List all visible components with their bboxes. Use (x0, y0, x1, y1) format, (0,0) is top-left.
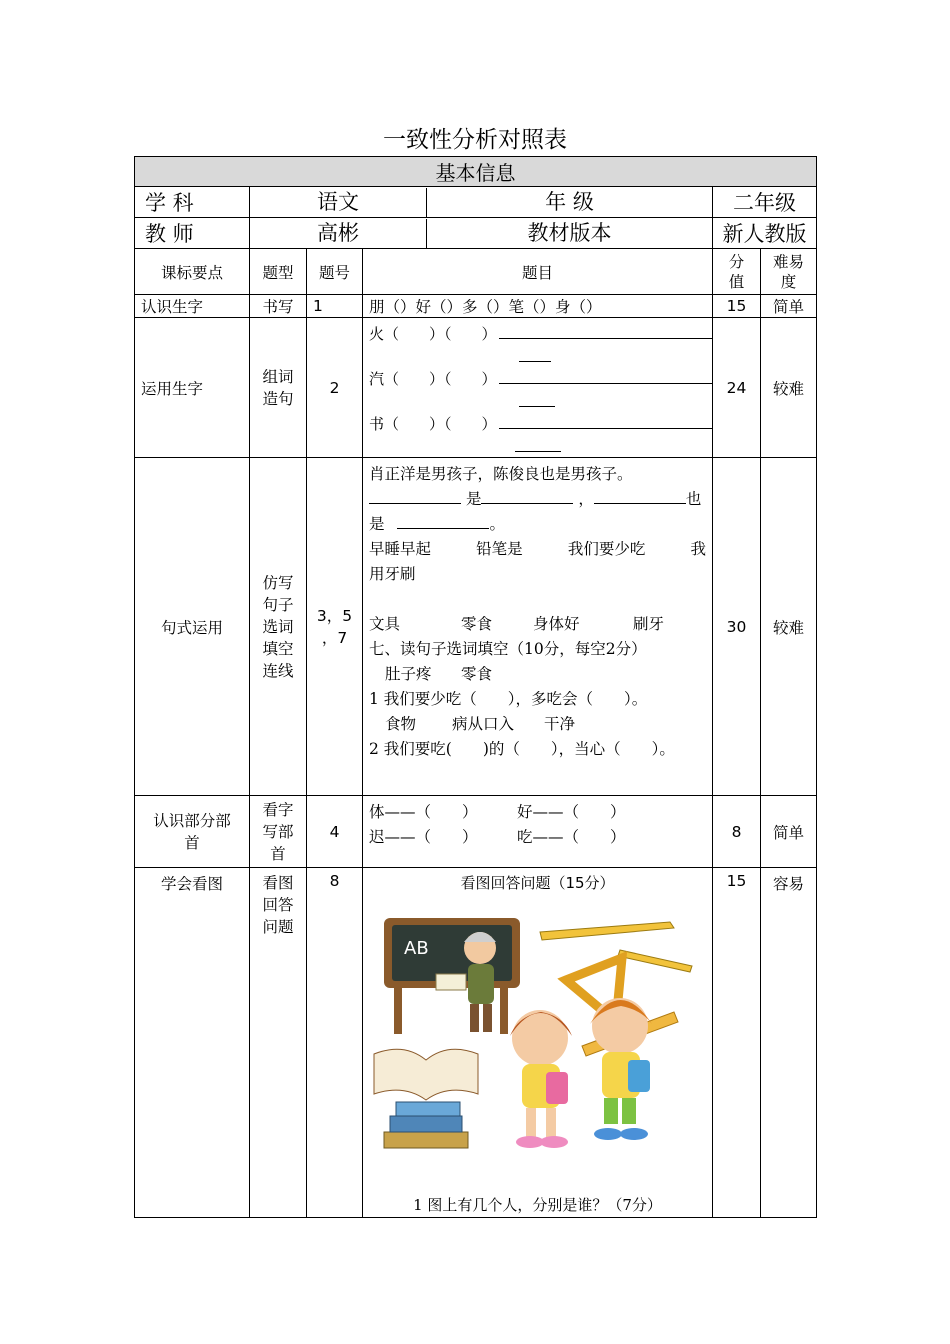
row2-difficulty: 较难 (761, 318, 817, 458)
q2-item-steam: 汽（ ）（ ） (369, 370, 497, 388)
row2-standard: 运用生字 (135, 318, 250, 458)
col-score: 分 值 (713, 249, 761, 295)
row5-type: 看图 回答 问题 (250, 868, 307, 1218)
row2-type: 组词 造句 (250, 318, 307, 458)
table-row (135, 796, 817, 868)
analysis-table (134, 156, 817, 1218)
textbook-value: 新人教版 (713, 218, 817, 249)
q2-item-fire: 火（ ）（ ） (369, 325, 497, 343)
row2-score: 24 (713, 318, 761, 458)
teacher-value: 高彬 (250, 219, 427, 248)
q2-item-book: 书（ ）（ ） (369, 415, 497, 433)
girl-student-icon (510, 1010, 572, 1148)
row4-standard: 认识部分部 首 (135, 796, 250, 868)
open-book-icon (374, 1049, 478, 1100)
textbook-label: 教材版本 (527, 220, 612, 245)
row3-score: 30 (713, 458, 761, 796)
book-stack-icon (384, 1102, 468, 1148)
row2-question (363, 318, 713, 458)
row4-difficulty: 简单 (761, 796, 817, 868)
row4-type: 看字 写部 首 (250, 796, 307, 868)
q8-question: 1 图上有几个人，分别是谁？（7分） (413, 1196, 662, 1214)
row4-number: 4 (307, 796, 363, 868)
table-row (135, 318, 817, 458)
page-title: 一致性分析对照表 (383, 127, 567, 153)
row5-standard: 学会看图 (135, 868, 250, 1218)
row5-number: 8 (307, 868, 363, 1218)
table-row (135, 458, 817, 796)
row5-score: 15 (713, 868, 761, 1218)
row5-difficulty: 容易 (761, 868, 817, 1218)
row3-standard: 句式运用 (135, 458, 250, 796)
col-question: 题目 (363, 249, 713, 295)
column-header-row (135, 249, 817, 295)
table-row (135, 868, 817, 1218)
info-row-teacher (135, 218, 817, 249)
boy-student-icon (590, 998, 652, 1140)
q8-title: 看图回答问题（15分） (460, 874, 615, 892)
row1-question: 朋（）好（）多（）笔（）身（） (363, 295, 713, 318)
row1-type: 书写 (250, 295, 307, 318)
row3-type: 仿写 句子 选词 填空 连线 (250, 458, 307, 796)
grade-value: 二年级 (713, 187, 817, 218)
row4-question: 体——（ ） 好——（ ） 迟——（ ） 吃——（ ） (363, 796, 713, 868)
teacher-label: 教 师 (135, 218, 250, 249)
row3-number: 3，5 ，7 (307, 458, 363, 796)
grade-label: 年 级 (545, 189, 594, 214)
row2-number: 2 (307, 318, 363, 458)
row4-score: 8 (713, 796, 761, 868)
col-standard: 课标要点 (135, 249, 250, 295)
row1-number: 1 (307, 295, 363, 318)
subject-value: 语文 (250, 188, 427, 217)
info-row-subject (135, 187, 817, 218)
row3-difficulty: 较难 (761, 458, 817, 796)
col-number: 题号 (307, 249, 363, 295)
row5-question (363, 868, 713, 1218)
basic-info-header: 基本信息 (135, 157, 817, 187)
col-difficulty: 难易 度 (761, 249, 817, 295)
classroom-illustration (370, 896, 706, 1192)
row1-difficulty: 简单 (761, 295, 817, 318)
table-row (135, 295, 817, 318)
subject-label: 学 科 (135, 187, 250, 218)
row1-standard: 认识生字 (135, 295, 250, 318)
row3-question: 肖正洋是男孩子，陈俊良也是男孩子。 是 ， 也 是 。 早睡早起 铅笔是 我们要少吃 我 用牙刷 文具 零食 身体好 刷牙 七、读句子选词填空（10分，每空2分） 肚子疼 零食 1 我们要少吃（ ），多吃会（ ）。 食物 病从口入 干净 2 我们要吃( )的（ ），当心（ ）。 (363, 458, 713, 796)
svg-text:AB: AB (403, 938, 429, 959)
row1-score: 15 (713, 295, 761, 318)
col-type: 题型 (250, 249, 307, 295)
